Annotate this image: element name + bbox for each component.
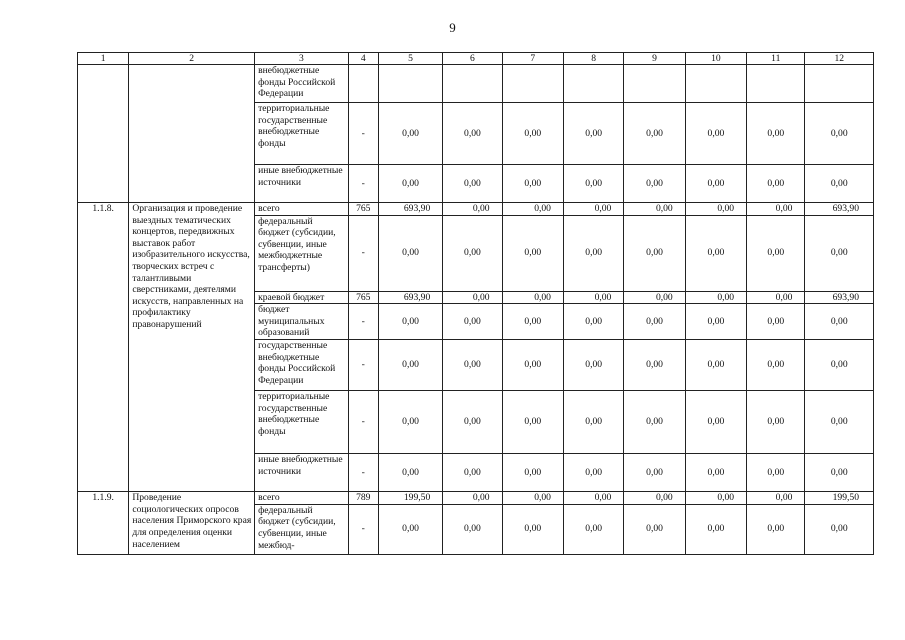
funding-source: бюджет муниципальных образований xyxy=(255,304,349,340)
amount-col-9: 0,00 xyxy=(624,291,685,304)
amount-col-12: 0,00 xyxy=(805,454,874,492)
amount-col-12: 199,50 xyxy=(805,492,874,505)
amount-col-8: 0,00 xyxy=(563,203,623,216)
amount-col-9: 0,00 xyxy=(624,103,685,165)
amount-col-11: 0,00 xyxy=(747,504,805,554)
column-header-11: 11 xyxy=(747,53,805,65)
budget-code: - xyxy=(348,103,378,165)
amount-col-5: 0,00 xyxy=(378,215,442,291)
column-header-2: 2 xyxy=(129,53,255,65)
amount-col-7: 0,00 xyxy=(502,340,563,391)
amount-col-11: 0,00 xyxy=(747,454,805,492)
amount-col-12: 0,00 xyxy=(805,340,874,391)
budget-code: - xyxy=(348,304,378,340)
amount-col-10: 0,00 xyxy=(685,454,746,492)
amount-col-6: 0,00 xyxy=(443,103,502,165)
funding-source: краевой бюджет xyxy=(255,291,349,304)
item-name: Проведение социологических опросов населения Приморского края для определения оценки населением xyxy=(129,492,255,555)
funding-source: федеральный бюджет (субсидии, субвенции, иные межбюд- xyxy=(255,504,349,554)
column-header-12: 12 xyxy=(805,53,874,65)
table-body xyxy=(78,53,874,555)
funding-source: всего xyxy=(255,203,349,216)
amount-col-10: 0,00 xyxy=(685,215,746,291)
amount-col-12: 0,00 xyxy=(805,304,874,340)
column-header-8: 8 xyxy=(563,53,623,65)
column-header-5: 5 xyxy=(378,53,442,65)
page-number: 9 xyxy=(449,20,456,35)
amount-col-6: 0,00 xyxy=(443,215,502,291)
item-name: Организация и проведение выездных тематических концертов, передвижных выставок работ изобразительного искусства, творческих встреч с талантливыми сверстниками, деятелями искусств, направленных на профилактику правонарушений xyxy=(129,203,255,492)
amount-col-7: 0,00 xyxy=(502,391,563,454)
budget-code: 789 xyxy=(348,492,378,505)
amount-col-7: 0,00 xyxy=(502,215,563,291)
amount-col-7: 0,00 xyxy=(502,454,563,492)
amount-col-8: 0,00 xyxy=(563,215,623,291)
amount-col-10: 0,00 xyxy=(685,103,746,165)
amount-col-12: 693,90 xyxy=(805,291,874,304)
column-header-1: 1 xyxy=(78,53,129,65)
funding-source: территориальные государственные внебюджетные фонды xyxy=(255,103,349,165)
amount-col-8: 0,00 xyxy=(563,454,623,492)
amount-col-10: 0,00 xyxy=(685,165,746,203)
amount-col-12: 0,00 xyxy=(805,103,874,165)
budget-code: - xyxy=(348,215,378,291)
amount-col-6: 0,00 xyxy=(443,304,502,340)
budget-code: 765 xyxy=(348,203,378,216)
amount-col-8: 0,00 xyxy=(563,103,623,165)
table-row xyxy=(78,65,874,103)
amount-col-9: 0,00 xyxy=(624,454,685,492)
amount-col-6: 0,00 xyxy=(443,340,502,391)
amount-col-9: 0,00 xyxy=(624,304,685,340)
amount-col-9: 0,00 xyxy=(624,391,685,454)
amount-col-9 xyxy=(624,65,685,103)
amount-col-8: 0,00 xyxy=(563,391,623,454)
amount-col-12: 0,00 xyxy=(805,215,874,291)
amount-col-10: 0,00 xyxy=(685,340,746,391)
amount-col-10: 0,00 xyxy=(685,504,746,554)
amount-col-8: 0,00 xyxy=(563,291,623,304)
item-name xyxy=(129,65,255,203)
amount-col-11: 0,00 xyxy=(747,165,805,203)
table-row xyxy=(78,203,874,216)
amount-col-7: 0,00 xyxy=(502,165,563,203)
amount-col-8: 0,00 xyxy=(563,340,623,391)
amount-col-5: 693,90 xyxy=(378,291,442,304)
amount-col-5: 693,90 xyxy=(378,203,442,216)
amount-col-5: 199,50 xyxy=(378,492,442,505)
amount-col-7: 0,00 xyxy=(502,504,563,554)
amount-col-11 xyxy=(747,65,805,103)
column-header-9: 9 xyxy=(624,53,685,65)
column-header-6: 6 xyxy=(443,53,502,65)
amount-col-5: 0,00 xyxy=(378,103,442,165)
funding-source: иные внебюджетные источники xyxy=(255,454,349,492)
amount-col-8 xyxy=(563,65,623,103)
amount-col-7: 0,00 xyxy=(502,291,563,304)
amount-col-7 xyxy=(502,65,563,103)
amount-col-8: 0,00 xyxy=(563,492,623,505)
amount-col-11: 0,00 xyxy=(747,103,805,165)
amount-col-10: 0,00 xyxy=(685,291,746,304)
amount-col-8: 0,00 xyxy=(563,165,623,203)
amount-col-6: 0,00 xyxy=(443,504,502,554)
table-row xyxy=(78,492,874,505)
amount-col-11: 0,00 xyxy=(747,215,805,291)
amount-col-5: 0,00 xyxy=(378,504,442,554)
amount-col-5: 0,00 xyxy=(378,391,442,454)
amount-col-6: 0,00 xyxy=(443,492,502,505)
item-number: 1.1.8. xyxy=(78,203,129,492)
budget-code: - xyxy=(348,391,378,454)
column-header-10: 10 xyxy=(685,53,746,65)
amount-col-7: 0,00 xyxy=(502,203,563,216)
amount-col-11: 0,00 xyxy=(747,492,805,505)
amount-col-11: 0,00 xyxy=(747,304,805,340)
amount-col-5: 0,00 xyxy=(378,165,442,203)
amount-col-5: 0,00 xyxy=(378,304,442,340)
amount-col-10: 0,00 xyxy=(685,203,746,216)
amount-col-9: 0,00 xyxy=(624,504,685,554)
amount-col-11: 0,00 xyxy=(747,391,805,454)
budget-code: - xyxy=(348,165,378,203)
column-header-7: 7 xyxy=(502,53,563,65)
amount-col-7: 0,00 xyxy=(502,103,563,165)
amount-col-6: 0,00 xyxy=(443,454,502,492)
amount-col-8: 0,00 xyxy=(563,304,623,340)
item-number: 1.1.9. xyxy=(78,492,129,555)
amount-col-11: 0,00 xyxy=(747,203,805,216)
budget-code: - xyxy=(348,504,378,554)
funding-source: территориальные государственные внебюджетные фонды xyxy=(255,391,349,454)
funding-source: всего xyxy=(255,492,349,505)
amount-col-10 xyxy=(685,65,746,103)
amount-col-6: 0,00 xyxy=(443,203,502,216)
funding-source: иные внебюджетные источники xyxy=(255,165,349,203)
amount-col-6: 0,00 xyxy=(443,291,502,304)
amount-col-10: 0,00 xyxy=(685,304,746,340)
amount-col-9: 0,00 xyxy=(624,215,685,291)
amount-col-12: 0,00 xyxy=(805,165,874,203)
amount-col-11: 0,00 xyxy=(747,291,805,304)
funding-source: федеральный бюджет (субсидии, субвенции, иные межбюджетные трансферты) xyxy=(255,215,349,291)
amount-col-8: 0,00 xyxy=(563,504,623,554)
amount-col-10: 0,00 xyxy=(685,492,746,505)
amount-col-12: 0,00 xyxy=(805,504,874,554)
column-header-3: 3 xyxy=(255,53,349,65)
amount-col-6: 0,00 xyxy=(443,391,502,454)
item-number xyxy=(78,65,129,203)
amount-col-7: 0,00 xyxy=(502,492,563,505)
amount-col-9: 0,00 xyxy=(624,203,685,216)
amount-col-6: 0,00 xyxy=(443,165,502,203)
funding-source: государственные внебюджетные фонды Российской Федерации xyxy=(255,340,349,391)
funding-source: внебюджетные фонды Российской Федерации xyxy=(255,65,349,103)
amount-col-9: 0,00 xyxy=(624,340,685,391)
amount-col-9: 0,00 xyxy=(624,165,685,203)
amount-col-11: 0,00 xyxy=(747,340,805,391)
amount-col-6 xyxy=(443,65,502,103)
amount-col-5: 0,00 xyxy=(378,454,442,492)
amount-col-12: 693,90 xyxy=(805,203,874,216)
budget-code: 765 xyxy=(348,291,378,304)
header-row xyxy=(78,53,874,65)
amount-col-12: 0,00 xyxy=(805,391,874,454)
amount-col-9: 0,00 xyxy=(624,492,685,505)
column-header-4: 4 xyxy=(348,53,378,65)
amount-col-5: 0,00 xyxy=(378,340,442,391)
budget-code xyxy=(348,65,378,103)
amount-col-7: 0,00 xyxy=(502,304,563,340)
amount-col-5 xyxy=(378,65,442,103)
budget-table xyxy=(77,52,874,555)
budget-code: - xyxy=(348,454,378,492)
amount-col-12 xyxy=(805,65,874,103)
amount-col-10: 0,00 xyxy=(685,391,746,454)
budget-code: - xyxy=(348,340,378,391)
